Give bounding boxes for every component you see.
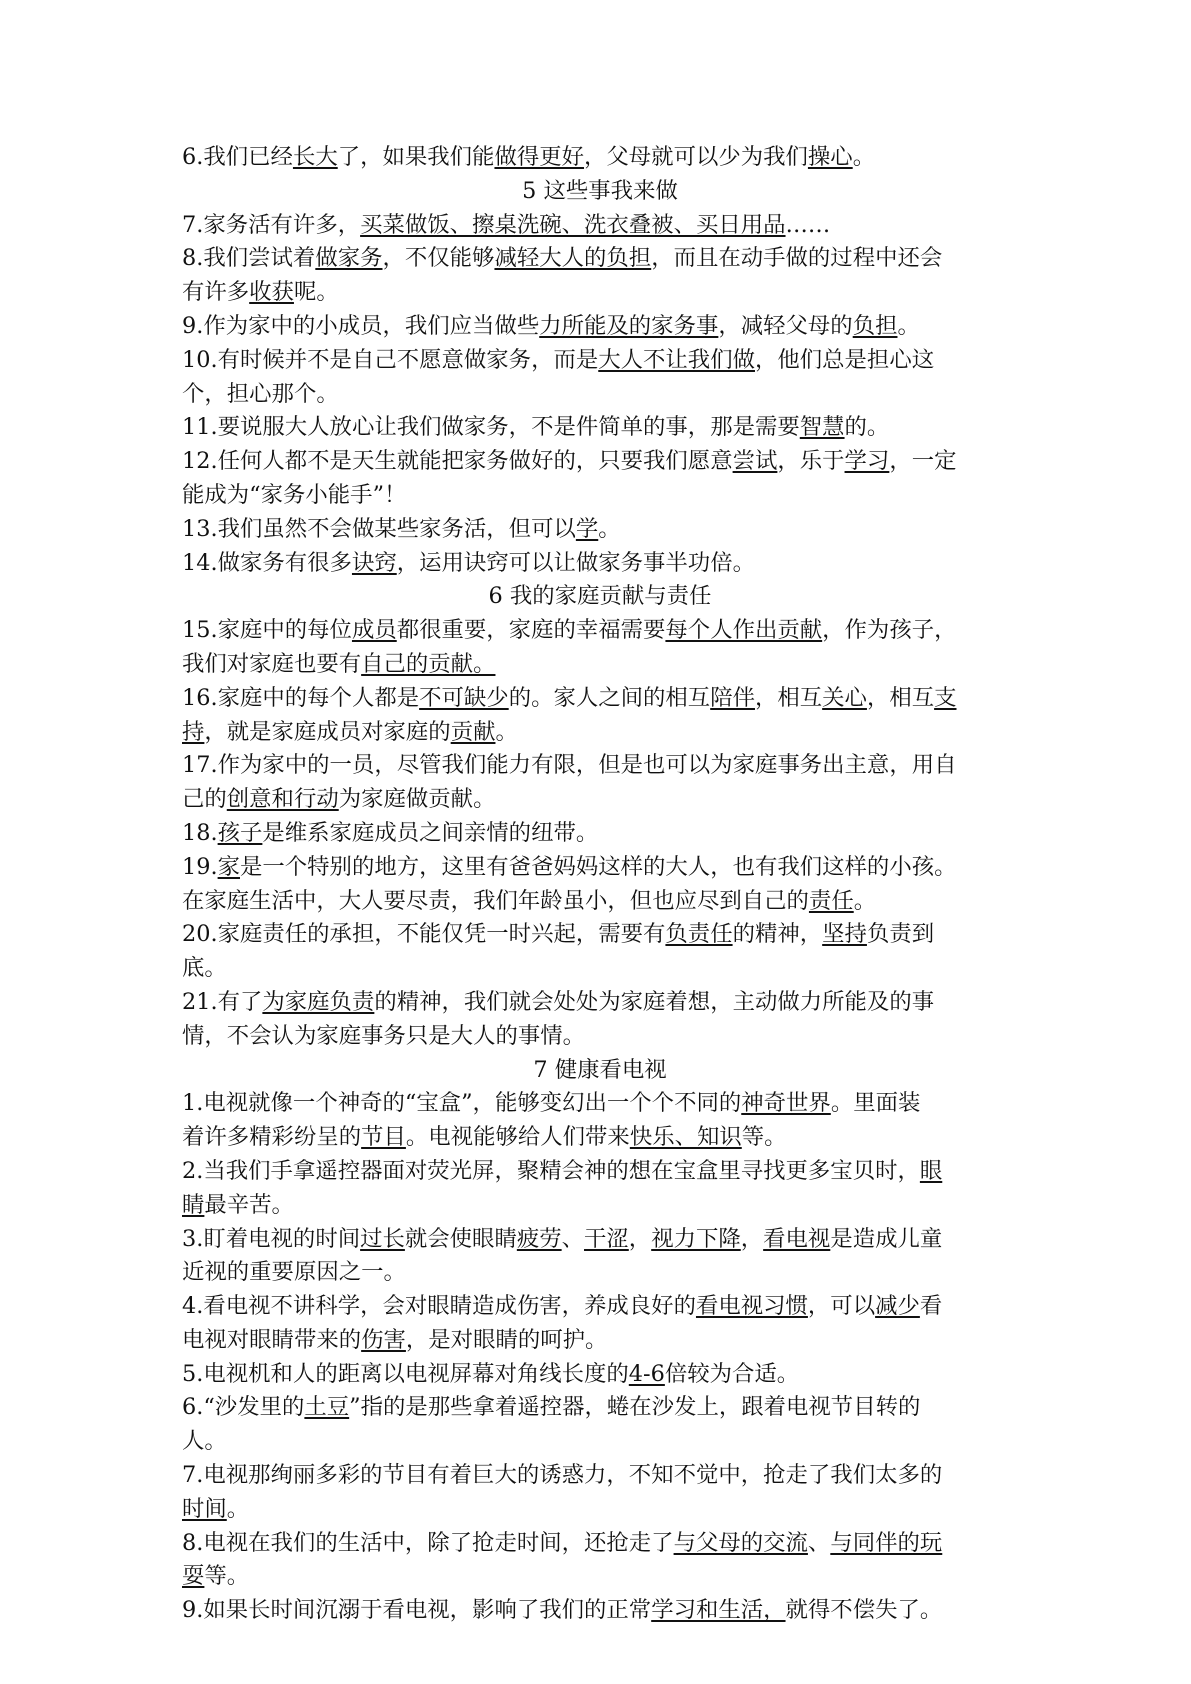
text-segment: 是造成儿童 (830, 1225, 943, 1252)
text-segment: 2.当我们手拿遥控器面对荧光屏，聚精会神的想在宝盒里寻找更多宝贝时， (182, 1157, 920, 1184)
text-segment: 4.看电视不讲科学，会对眼睛造成伤害，养成良好的 (182, 1293, 696, 1320)
underlined-keyword: 快乐、知识 (629, 1124, 742, 1151)
text-line (182, 648, 1018, 682)
text-segment: 21.有了 (182, 988, 263, 1015)
text-line (182, 141, 1018, 175)
text-line (182, 276, 1018, 310)
underlined-keyword: 收获 (249, 279, 294, 306)
text-line (182, 1155, 1018, 1189)
underlined-keyword: 持 (182, 718, 205, 745)
text-segment: 、 (807, 1529, 831, 1556)
text-segment: 10.有时候并不是自己不愿意做家务，而是 (182, 346, 599, 373)
text-segment: 18. (182, 819, 218, 846)
text-line (182, 1358, 1018, 1392)
underlined-keyword: 创意和行动 (226, 786, 339, 813)
underlined-keyword: 看电视 (763, 1225, 831, 1252)
underlined-keyword: 与同伴的玩 (830, 1529, 943, 1556)
text-segment: 13.我们虽然不会做某些家务活，但可以 (182, 515, 576, 542)
underlined-keyword: 与父母的交流 (673, 1529, 808, 1556)
section-heading (182, 175, 1018, 209)
text-segment: ，而且在动手做的过程中还会 (651, 245, 943, 272)
text-segment: 7 健康看电视 (533, 1056, 667, 1083)
text-line (182, 1290, 1018, 1324)
text-segment: 、 (561, 1225, 585, 1252)
underlined-keyword: 长大 (292, 144, 338, 170)
text-segment: 5.电视机和人的距离以电视屏幕对角线长度的 (182, 1360, 629, 1387)
underlined-keyword: 关心 (822, 684, 867, 711)
text-segment: 8.电视在我们的生活中，除了抢走时间，还抢走了 (182, 1529, 674, 1556)
text-segment: 为家庭做贡献。 (338, 786, 496, 813)
text-segment: ，不仅能够 (382, 245, 495, 272)
underlined-keyword: 时间 (182, 1495, 227, 1522)
text-segment: 9.作为家中的小成员，我们应当做些 (182, 312, 540, 339)
underlined-keyword: 负责任 (665, 921, 733, 948)
underlined-keyword: 支 (934, 684, 957, 711)
text-line (182, 952, 1018, 986)
text-line (182, 547, 1018, 581)
underlined-keyword: 学习 (844, 448, 890, 475)
underlined-keyword: 大人不让我们做 (598, 346, 755, 373)
text-line (182, 1560, 1018, 1594)
text-segment: ，相互 (754, 684, 823, 711)
text-line (182, 513, 1018, 547)
underlined-keyword: 买菜做饭、擦桌洗碗、洗衣叠被、买日用品 (360, 211, 786, 238)
underlined-keyword: 诀窍 (351, 549, 397, 576)
underlined-keyword: 责任 (808, 887, 854, 914)
text-segment: ，是对眼睛的呵护。 (405, 1326, 608, 1353)
underlined-keyword: 眼 (919, 1157, 943, 1184)
text-segment: ，乐于 (777, 448, 845, 475)
text-segment: 7.家务活有许多， (182, 211, 361, 238)
text-segment: ，一定 (889, 448, 957, 475)
underlined-keyword: 做得更好 (494, 144, 585, 170)
text-line (182, 1459, 1018, 1493)
text-segment: 负责到 (866, 921, 935, 948)
text-segment: 呢。 (293, 279, 339, 306)
underlined-keyword: 睛 (182, 1191, 205, 1218)
text-segment: 的。 (844, 414, 890, 441)
text-line (182, 986, 1018, 1020)
text-segment: 看 (919, 1293, 943, 1320)
underlined-keyword: 孩子 (217, 819, 263, 846)
text-line (182, 378, 1018, 412)
text-segment: 。电视能够给人们带来 (405, 1124, 630, 1151)
text-line (182, 783, 1018, 817)
text-segment: 等。 (204, 1563, 250, 1590)
text-segment: 16.家庭中的每个人都是 (182, 684, 420, 711)
underlined-keyword: 干涩 (584, 1225, 629, 1252)
text-segment: 14.做家务有很多 (182, 549, 352, 576)
text-segment: 的精神， (732, 921, 823, 948)
text-line (182, 1121, 1018, 1155)
text-line (182, 1020, 1018, 1054)
text-line (182, 344, 1018, 378)
underlined-keyword: 减少 (875, 1293, 920, 1320)
text-segment: 9.如果长时间沉溺于看电视，影响了我们的正常 (182, 1597, 652, 1624)
text-segment: 。 (897, 312, 920, 339)
text-segment: 。里面装 (830, 1090, 921, 1117)
section-heading (182, 1054, 1018, 1088)
text-segment: 的精神，我们就会处处为家庭着想，主动做力所能及的事 (374, 988, 935, 1015)
text-segment: 1.电视就像一个神奇的“宝盒”，能够变幻出一个个不同的 (182, 1090, 742, 1117)
document-body (182, 141, 1018, 1628)
underlined-keyword: 减轻大人的负担 (494, 245, 652, 272)
text-segment: ， (740, 1225, 764, 1252)
text-segment: ”指的是那些拿着遥控器，蜷在沙发上，跟着电视节目转的 (349, 1394, 921, 1421)
text-line (182, 716, 1018, 750)
text-line (182, 1324, 1018, 1358)
text-segment: ，减轻父母的 (718, 312, 853, 339)
underlined-keyword: 负担 (852, 312, 898, 339)
text-segment: 着许多精彩纷呈的 (182, 1124, 362, 1151)
underlined-keyword: 力所能及的家务事 (539, 312, 719, 339)
underlined-keyword: 耍 (182, 1563, 205, 1590)
underlined-keyword: 学 (575, 515, 599, 542)
text-segment: ，相互 (866, 684, 935, 711)
text-segment: 就会使眼睛 (404, 1225, 517, 1252)
underlined-keyword: 节目 (361, 1124, 406, 1151)
text-line (182, 682, 1018, 716)
text-line (182, 1189, 1018, 1223)
text-line (182, 411, 1018, 445)
text-segment: 是维系家庭成员之间亲情的纽带。 (262, 819, 599, 846)
underlined-keyword: 陪伴 (710, 684, 755, 711)
text-line (182, 1087, 1018, 1121)
underlined-keyword: 坚持 (822, 921, 867, 948)
text-line (182, 918, 1018, 952)
underlined-keyword: 疲劳 (516, 1225, 562, 1252)
underlined-keyword: 成员 (351, 617, 397, 644)
text-segment: 倍较为合适。 (664, 1360, 800, 1387)
text-segment: 3.盯着电视的时间 (182, 1225, 361, 1252)
text-segment: …… (785, 211, 831, 238)
underlined-keyword: 为家庭负责 (262, 988, 375, 1015)
text-line (182, 1256, 1018, 1290)
text-segment: 情，不会认为家庭事务只是大人的事情。 (182, 1022, 586, 1049)
underlined-keyword: 每个人作出贡献 (665, 617, 823, 644)
text-segment: 在家庭生活中，大人要尽责，我们年龄虽小，但也应尽到自己的 (182, 887, 809, 914)
text-segment: 己的 (182, 786, 227, 813)
text-segment: 有许多 (182, 279, 250, 306)
text-segment: 了，如果我们能 (337, 144, 495, 170)
text-line (182, 310, 1018, 344)
text-line (182, 1527, 1018, 1561)
text-segment: 15.家庭中的每位 (182, 617, 352, 644)
text-line (182, 479, 1018, 513)
text-segment: 是一个特别的地方，这里有爸爸妈妈这样的大人，也有我们这样的小孩。 (240, 853, 957, 880)
text-segment: 5 这些事我来做 (522, 177, 678, 204)
underlined-keyword: 做家务 (315, 245, 383, 272)
text-segment: 最辛苦。 (204, 1191, 294, 1218)
text-segment: 。 (852, 144, 876, 170)
text-segment: 11.要说服大人放心让我们做家务，不是件简单的事，那是需要 (182, 414, 800, 441)
text-segment: 6 我的家庭贡献与责任 (488, 583, 712, 610)
text-line (182, 1493, 1018, 1527)
underlined-keyword: 学习和生活， (651, 1597, 786, 1624)
text-line (182, 209, 1018, 243)
underlined-keyword: 看电视习惯 (695, 1293, 808, 1320)
section-heading (182, 580, 1018, 614)
text-segment: 12.任何人都不是天生就能把家务做好的，只要我们愿意 (182, 448, 733, 475)
underlined-keyword: 尝试 (732, 448, 778, 475)
underlined-keyword: 家 (217, 853, 240, 880)
text-segment: 能成为“家务小能手”！ (182, 481, 407, 508)
text-segment: 的。家人之间的相互 (508, 684, 711, 711)
text-line (182, 749, 1018, 783)
text-segment: 个，担心那个。 (182, 380, 339, 407)
text-segment: ，运用诀窍可以让做家务事半功倍。 (396, 549, 755, 576)
text-line (182, 1223, 1018, 1257)
text-segment: ，作为孩子， (822, 617, 957, 644)
underlined-keyword: 操心 (807, 144, 853, 170)
text-segment: 。 (853, 887, 877, 914)
underlined-keyword: 贡献 (450, 718, 496, 745)
text-segment: 等。 (741, 1124, 787, 1151)
text-segment: 20.家庭责任的承担，不能仅凭一时兴起，需要有 (182, 921, 666, 948)
text-segment: ，就是家庭成员对家庭的 (204, 718, 451, 745)
underlined-keyword: 伤害 (361, 1326, 406, 1353)
text-segment: ， (628, 1225, 652, 1252)
underlined-keyword: 自己的贡献。 (361, 650, 496, 677)
text-line (182, 614, 1018, 648)
text-line (182, 851, 1018, 885)
text-segment: 6.我们已经 (182, 144, 293, 170)
underlined-keyword: 不可缺少 (419, 684, 509, 711)
text-segment: 7.电视那绚丽多彩的节目有着巨大的诱惑力，不知不觉中，抢走了我们太多的 (182, 1462, 943, 1489)
underlined-keyword: 智慧 (799, 414, 845, 441)
text-segment: 17.作为家中的一员，尽管我们能力有限，但是也可以为家庭事务出主意，用自 (182, 752, 957, 779)
text-line (182, 885, 1018, 919)
text-segment: 底。 (182, 955, 227, 982)
underlined-keyword: 土豆 (304, 1394, 350, 1421)
text-segment: 8.我们尝试着 (182, 245, 316, 272)
text-segment: 。 (226, 1495, 250, 1522)
text-segment: 都很重要，家庭的幸福需要 (396, 617, 666, 644)
text-line (182, 242, 1018, 276)
text-segment: 人。 (182, 1428, 227, 1455)
text-segment: 。 (598, 515, 621, 542)
text-segment: ，父母就可以少为我们 (584, 144, 808, 170)
text-segment: 6.“沙发里的 (182, 1394, 305, 1421)
underlined-keyword: 4-6 (628, 1360, 665, 1387)
text-segment: ，可以 (807, 1293, 876, 1320)
text-line (182, 1594, 1018, 1628)
text-segment: 19. (182, 853, 218, 880)
text-segment: 。 (495, 718, 518, 745)
underlined-keyword: 神奇世界 (741, 1090, 831, 1117)
text-line (182, 445, 1018, 479)
text-segment: 就得不偿失了。 (785, 1597, 943, 1624)
text-line (182, 1425, 1018, 1459)
text-segment: 我们对家庭也要有 (182, 650, 362, 677)
text-segment: 近视的重要原因之一。 (182, 1259, 406, 1286)
text-segment: 电视对眼睛带来的 (182, 1326, 362, 1353)
text-line (182, 1391, 1018, 1425)
underlined-keyword: 过长 (360, 1225, 405, 1252)
text-segment: ，他们总是担心这 (754, 346, 935, 373)
underlined-keyword: 视力下降 (651, 1225, 741, 1252)
text-line (182, 817, 1018, 851)
